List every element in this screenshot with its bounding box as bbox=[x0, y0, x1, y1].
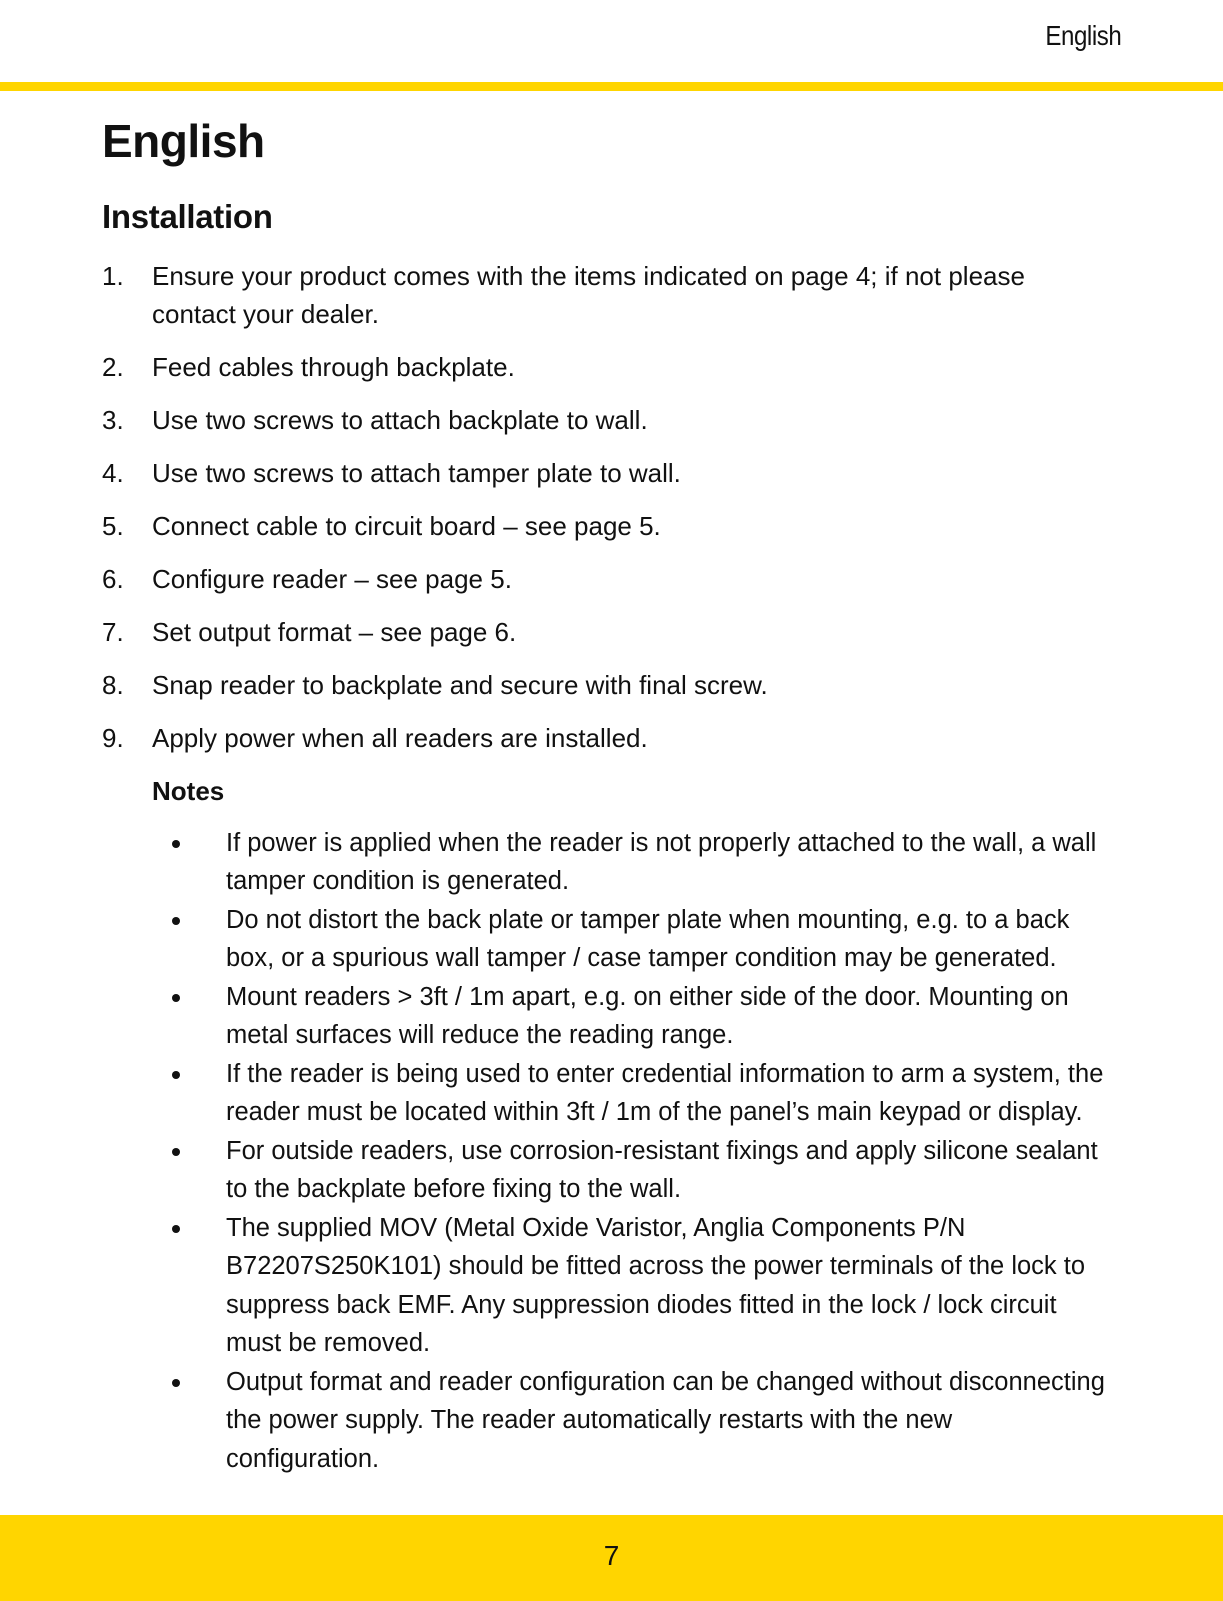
page-title: English bbox=[102, 115, 265, 167]
step-number: 5. bbox=[102, 510, 124, 541]
step-number: 2. bbox=[102, 351, 124, 382]
step-text: Connect cable to circuit board – see page 5. bbox=[152, 510, 661, 541]
step-text: Snap reader to backplate and secure with final screw. bbox=[152, 669, 768, 700]
installation-step bbox=[102, 613, 1112, 651]
step-number: 9. bbox=[102, 722, 124, 753]
installation-step bbox=[102, 666, 1112, 704]
notes-heading: Notes bbox=[152, 775, 225, 806]
installation-step bbox=[102, 560, 1112, 598]
header-language-label: English bbox=[1045, 20, 1121, 51]
notes-list bbox=[102, 824, 1112, 1479]
note-text: For outside readers, use corrosion-resistant fixings and apply silicone sealant to the backplate before fixing to the wall. bbox=[226, 1136, 1098, 1204]
installation-step bbox=[102, 454, 1112, 492]
note-item bbox=[102, 978, 1112, 1055]
bullet-icon bbox=[102, 1209, 226, 1363]
installation-steps-list bbox=[102, 257, 1112, 757]
note-text: Output format and reader configuration can be changed without disconnecting the power supply. The reader automatically restarts with the new configuration. bbox=[226, 1367, 1105, 1473]
note-text: Mount readers > 3ft / 1m apart, e.g. on either side of the door. Mounting on metal surfaces will reduce the reading range. bbox=[226, 982, 1069, 1050]
note-item bbox=[102, 824, 1112, 901]
step-text: Use two screws to attach tamper plate to wall. bbox=[152, 457, 681, 488]
installation-step bbox=[102, 719, 1112, 757]
step-text: Configure reader – see page 5. bbox=[152, 563, 512, 594]
note-item bbox=[102, 1055, 1112, 1132]
page-number: 7 bbox=[603, 1540, 620, 1571]
note-text: If the reader is being used to enter credential information to arm a system, the reader must be located within 3ft / 1m of the panel’s main keypad or display. bbox=[226, 1059, 1104, 1127]
note-text: The supplied MOV (Metal Oxide Varistor, Anglia Components P/N B72207S250K101) should be fitted across the power terminals of the lock to suppress back EMF. Any suppression diodes fitted in the lock / lock circuit must be removed. bbox=[226, 1213, 1086, 1358]
step-text: Set output format – see page 6. bbox=[152, 616, 517, 647]
bullet-icon bbox=[102, 1132, 226, 1209]
step-text: Feed cables through backplate. bbox=[152, 351, 515, 382]
bullet-icon bbox=[102, 1055, 226, 1132]
bullet-icon bbox=[102, 824, 226, 901]
installation-step bbox=[102, 401, 1112, 439]
installation-step bbox=[102, 507, 1112, 545]
step-number: 1. bbox=[102, 260, 124, 291]
page-content bbox=[102, 114, 1112, 1478]
note-item bbox=[102, 1209, 1112, 1363]
step-text: Apply power when all readers are installed. bbox=[152, 722, 648, 753]
installation-step bbox=[102, 348, 1112, 386]
section-heading-installation: Installation bbox=[102, 198, 273, 236]
step-number: 7. bbox=[102, 616, 124, 647]
note-item bbox=[102, 1132, 1112, 1209]
bullet-icon bbox=[102, 901, 226, 978]
step-number: 4. bbox=[102, 457, 124, 488]
note-text: Do not distort the back plate or tamper plate when mounting, e.g. to a back box, or a spurious wall tamper / case tamper condition may be generated. bbox=[226, 905, 1070, 973]
note-item bbox=[102, 901, 1112, 978]
step-number: 3. bbox=[102, 404, 124, 435]
note-item bbox=[102, 1363, 1112, 1479]
note-text: If power is applied when the reader is not properly attached to the wall, a wall tamper condition is generated. bbox=[226, 828, 1097, 896]
step-text: Ensure your product comes with the items indicated on page 4; if not please contact your dealer. bbox=[152, 260, 1025, 329]
bullet-icon bbox=[102, 978, 226, 1055]
step-text: Use two screws to attach backplate to wall. bbox=[152, 404, 648, 435]
step-number: 8. bbox=[102, 669, 124, 700]
step-number: 6. bbox=[102, 563, 124, 594]
bullet-icon bbox=[102, 1363, 226, 1479]
header-accent-rule bbox=[0, 82, 1223, 91]
installation-step bbox=[102, 257, 1112, 333]
